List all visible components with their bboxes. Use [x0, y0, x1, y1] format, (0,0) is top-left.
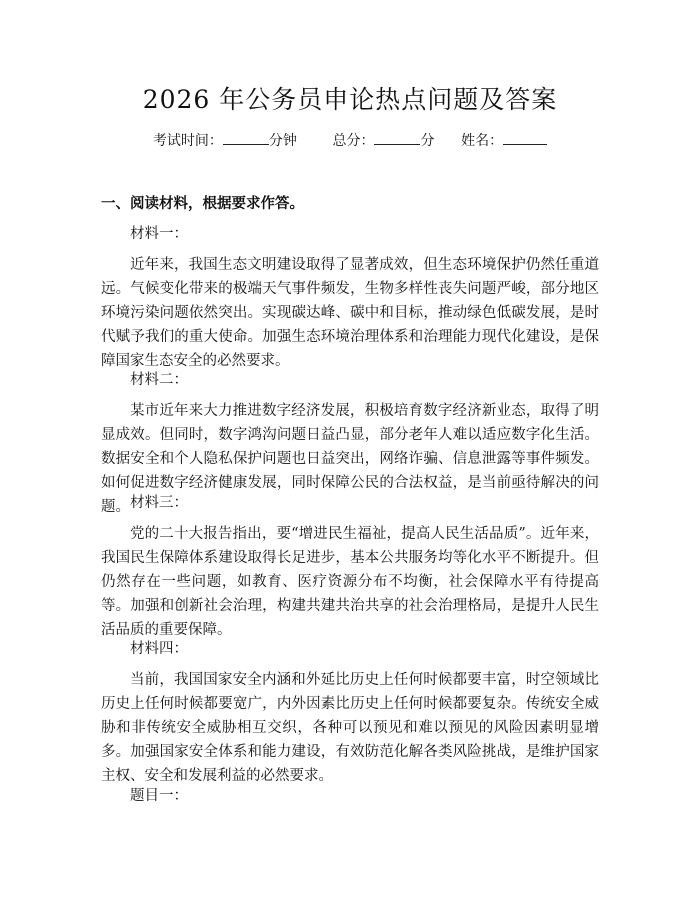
material-1-label: 材料一： — [130, 226, 188, 242]
question-1-label: 题目一： — [130, 788, 188, 804]
total-score-blank[interactable] — [374, 130, 420, 145]
exam-info-line — [0, 130, 700, 150]
material-3-label: 材料三： — [130, 495, 188, 511]
material-2-label: 材料二： — [130, 372, 188, 388]
total-score-label: 总分： — [332, 133, 375, 149]
material-2-text: 某市近年来大力推进数字经济发展，积极培育数字经济新业态，取得了明显成效。但同时，数字鸿沟问题日益凸显，部分老年人难以适应数字化生活。数据安全和个人隐私保护问题也日益突出，网络诈骗、信息泄露等事件频发。如何促进数字经济健康发展，同时保障公民的合法权益，是当前亟待解决的问题。 — [101, 403, 599, 515]
total-score-unit: 分 — [420, 133, 435, 149]
section-heading: 一、阅读材料，根据要求作答。 — [101, 195, 304, 212]
material-4-label: 材料四： — [130, 641, 188, 657]
document-title: 2026 年公务员申论热点问题及答案 — [142, 85, 558, 114]
name-blank[interactable] — [503, 130, 547, 145]
exam-time-label: 考试时间： — [152, 133, 223, 149]
material-4-text: 当前，我国国家安全内涵和外延比历史上任何时候都要丰富，时空领域比历史上任何时候都要宽广，内外因素比历史上任何时候都要复杂。传统安全威胁和非传统安全威胁相互交织，各种可以预见和难以预见的风险因素明显增多。加强国家安全体系和能力建设，有效防范化解各类风险挑战，是维护国家主权、安全和发展利益的必然要求。 — [101, 672, 599, 784]
exam-time-blank[interactable] — [223, 130, 269, 145]
material-3-text: 党的二十大报告指出，要“增进民生福祉，提高人民生活品质”。近年来，我国民生保障体系建设取得长足进步，基本公共服务均等化水平不断提升。但仍然存在一些问题，如教育、医疗资源分布不均衡，社会保障水平有待提高等。加强和创新社会治理，构建共建共治共享的社会治理格局，是提升人民生活品质的重要保障。 — [101, 526, 599, 638]
exam-time-unit: 分钟 — [268, 133, 297, 149]
name-label: 姓名： — [461, 133, 504, 149]
material-1-text: 近年来，我国生态文明建设取得了显著成效，但生态环境保护仍然任重道远。气候变化带来的极端天气事件频发，生物多样性丧失问题严峻，部分地区环境污染问题依然突出。实现碳达峰、碳中和目标，推动绿色低碳发展，是时代赋予我们的重大使命。加强生态环境治理体系和治理能力现代化建设，是保障国家生态安全的必然要求。 — [101, 257, 599, 369]
